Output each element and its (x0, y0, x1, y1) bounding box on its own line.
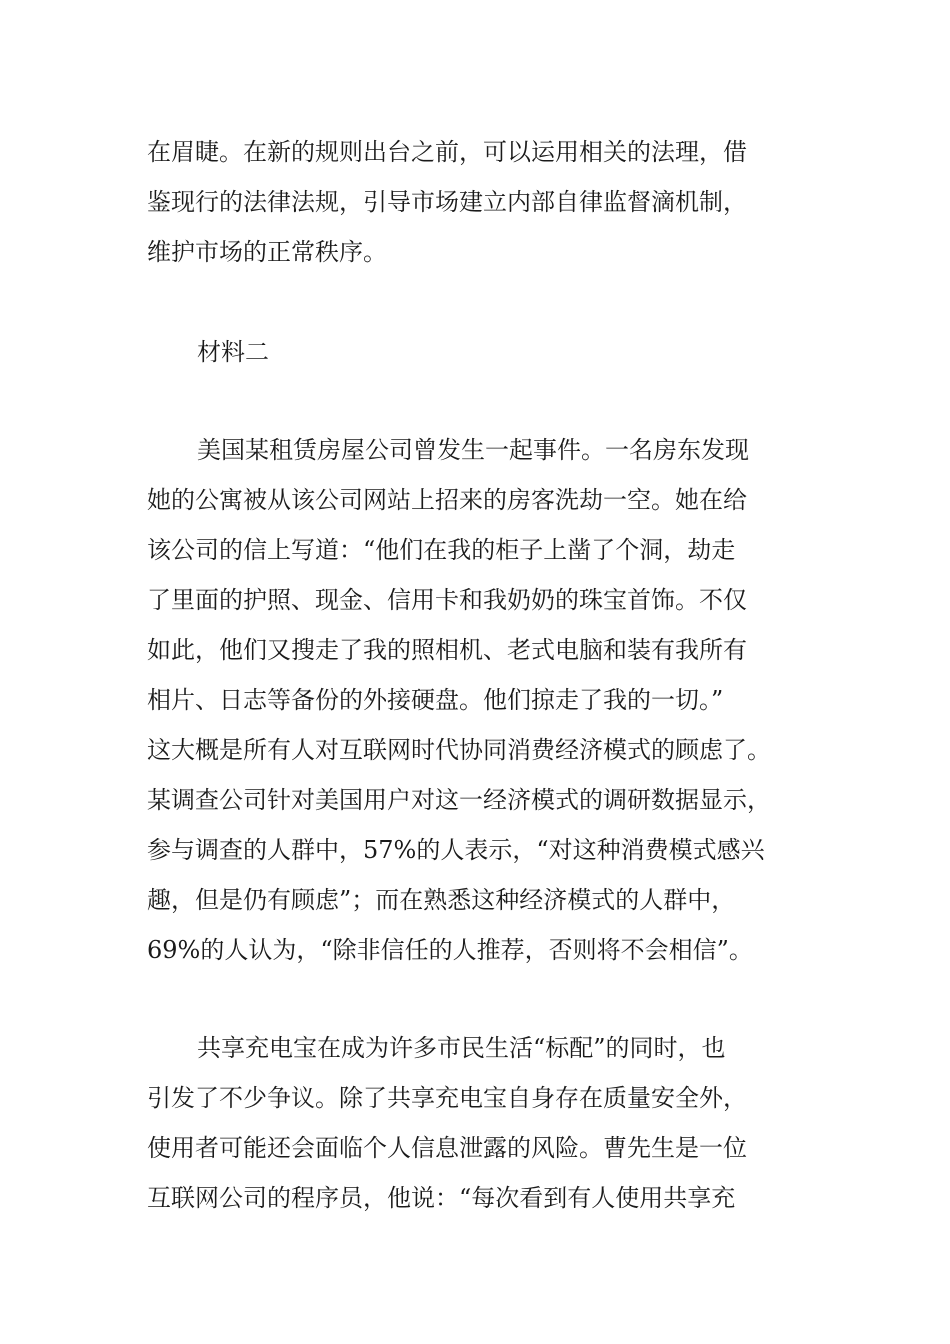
section-heading (147, 327, 807, 377)
text-line: 如此，他们又搜走了我的照相机、老式电脑和装有我所有 (147, 636, 747, 664)
text-line: 某调查公司针对美国用户对这一经济模式的调研数据显示， (147, 786, 771, 814)
paragraph-power-bank (147, 1023, 807, 1223)
paragraph-continuation (147, 127, 807, 277)
text-line: 鉴现行的法律法规，引导市场建立内部自律监督滴机制， (147, 188, 747, 216)
text-line: 使用者可能还会面临个人信息泄露的风险。曹先生是一位 (147, 1134, 747, 1162)
section-heading-text: 材料二 (197, 338, 269, 366)
text-line: 维护市场的正常秩序。 (147, 238, 387, 266)
text-line: 相片、日志等备份的外接硬盘。他们掠走了我的一切。” (147, 686, 724, 714)
text-line: 69%的人认为，“除非信任的人推荐，否则将不会相信”。 (147, 936, 753, 964)
text-line: 了里面的护照、现金、信用卡和我奶奶的珠宝首饰。不仅 (147, 586, 747, 614)
paragraph-rental-incident (147, 425, 807, 975)
text-line: 美国某租赁房屋公司曾发生一起事件。一名房东发现 (197, 436, 749, 464)
text-line: 在眉睫。在新的规则出台之前，可以运用相关的法理，借 (147, 138, 747, 166)
text-line: 趣，但是仍有顾虑”；而在熟悉这种经济模式的人群中， (147, 886, 736, 914)
text-line: 这大概是所有人对互联网时代协同消费经济模式的顾虑了。 (147, 736, 771, 764)
text-line: 她的公寓被从该公司网站上招来的房客洗劫一空。她在给 (147, 486, 747, 514)
text-line: 共享充电宝在成为许多市民生活“标配”的同时，也 (197, 1034, 726, 1062)
text-line: 该公司的信上写道：“他们在我的柜子上凿了个洞，劫走 (147, 536, 736, 564)
text-line: 互联网公司的程序员，他说：“每次看到有人使用共享充 (147, 1184, 736, 1212)
text-line: 参与调查的人群中，57%的人表示，“对这种消费模式感兴 (147, 836, 765, 864)
text-line: 引发了不少争议。除了共享充电宝自身存在质量安全外， (147, 1084, 747, 1112)
